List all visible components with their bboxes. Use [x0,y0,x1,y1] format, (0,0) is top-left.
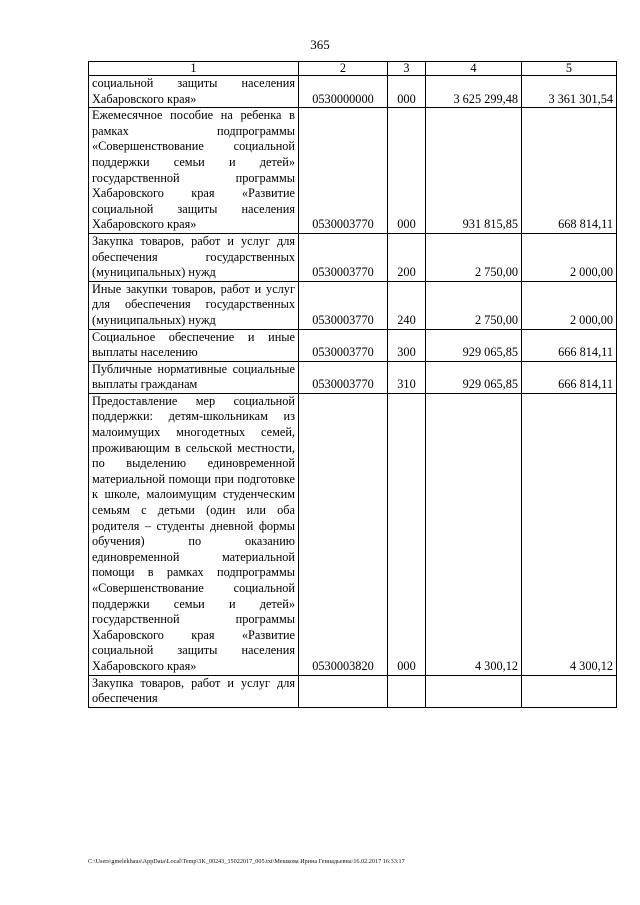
row-expense-type: 300 [388,329,426,361]
row-amount-1: 929 065,85 [426,361,522,393]
row-amount-1: 2 750,00 [426,233,522,281]
row-expense-type: 200 [388,233,426,281]
row-expense-type [388,675,426,707]
header-cell-2: 2 [299,62,388,76]
page-number: 365 [310,37,330,52]
budget-table [88,61,617,708]
row-target-code: 0530003820 [299,393,388,675]
row-target-code: 0530000000 [299,76,388,108]
row-expense-type: 000 [388,76,426,108]
table-row [89,281,617,329]
header-cell-1: 1 [89,62,299,76]
table-row [89,675,617,707]
row-expense-type: 000 [388,108,426,234]
row-name: Иные закупки товаров, работ и услуг для обеспечения государственных (муниципальных) нужд [89,281,299,329]
header-cell-5: 5 [522,62,617,76]
header-cell-4: 4 [426,62,522,76]
row-amount-1: 3 625 299,48 [426,76,522,108]
row-amount-1: 929 065,85 [426,329,522,361]
table-row [89,361,617,393]
row-amount-2 [522,675,617,707]
table-row [89,76,617,108]
row-amount-2: 3 361 301,54 [522,76,617,108]
row-target-code [299,675,388,707]
row-expense-type: 240 [388,281,426,329]
row-target-code: 0530003770 [299,329,388,361]
table-row [89,108,617,234]
row-amount-2: 668 814,11 [522,108,617,234]
row-amount-1: 4 300,12 [426,393,522,675]
row-name: социальной защиты населения Хабаровского края» [89,76,299,108]
row-target-code: 0530003770 [299,108,388,234]
table-row [89,393,617,675]
row-name: Публичные нормативные социальные выплаты гражданам [89,361,299,393]
row-amount-2: 666 814,11 [522,329,617,361]
table-row [89,233,617,281]
row-name: Предоставление мер социальной поддержки: детям-школьникам из малоимущих многодетных семей, проживающим в сельской местности, по выделению единовременной материальной помощи при подготовке к школе, малоимущим студенческим семьям с детьми (один или оба родителя – студенты дневной формы обучения) по оказанию единовременной материальной помощи в рамках подпрограммы «Совершенствование социальной поддержки семьи и детей» государственной программы Хабаровского края «Развитие социальной защиты населения Хабаровского края» [89,393,299,675]
row-name: Закупка товаров, работ и услуг для обеспечения [89,675,299,707]
row-name: Закупка товаров, работ и услуг для обеспечения государственных (муниципальных) нужд [89,233,299,281]
table-row [89,329,617,361]
row-expense-type: 310 [388,361,426,393]
row-amount-2: 2 000,00 [522,281,617,329]
footer-file-path: C:\Users\gmelekhaus\AppData\Local\Temp\3K_00243_15022017_005.txt\Мешкова Ирина Геннадьевна\16.02.2017 16:33:17 [88,858,405,865]
row-target-code: 0530003770 [299,233,388,281]
row-target-code: 0530003770 [299,281,388,329]
row-amount-2: 666 814,11 [522,361,617,393]
row-amount-2: 2 000,00 [522,233,617,281]
row-name: Ежемесячное пособие на ребенка в рамках подпрограммы «Совершенствование социальной поддержки семьи и детей» государственной программы Хабаровского края «Развитие социальной защиты населения Хабаровского края» [89,108,299,234]
table-header-row [89,62,617,76]
row-amount-2: 4 300,12 [522,393,617,675]
row-name: Социальное обеспечение и иные выплаты населению [89,329,299,361]
row-expense-type: 000 [388,393,426,675]
row-target-code: 0530003770 [299,361,388,393]
row-amount-1 [426,675,522,707]
header-cell-3: 3 [388,62,426,76]
row-amount-1: 931 815,85 [426,108,522,234]
row-amount-1: 2 750,00 [426,281,522,329]
